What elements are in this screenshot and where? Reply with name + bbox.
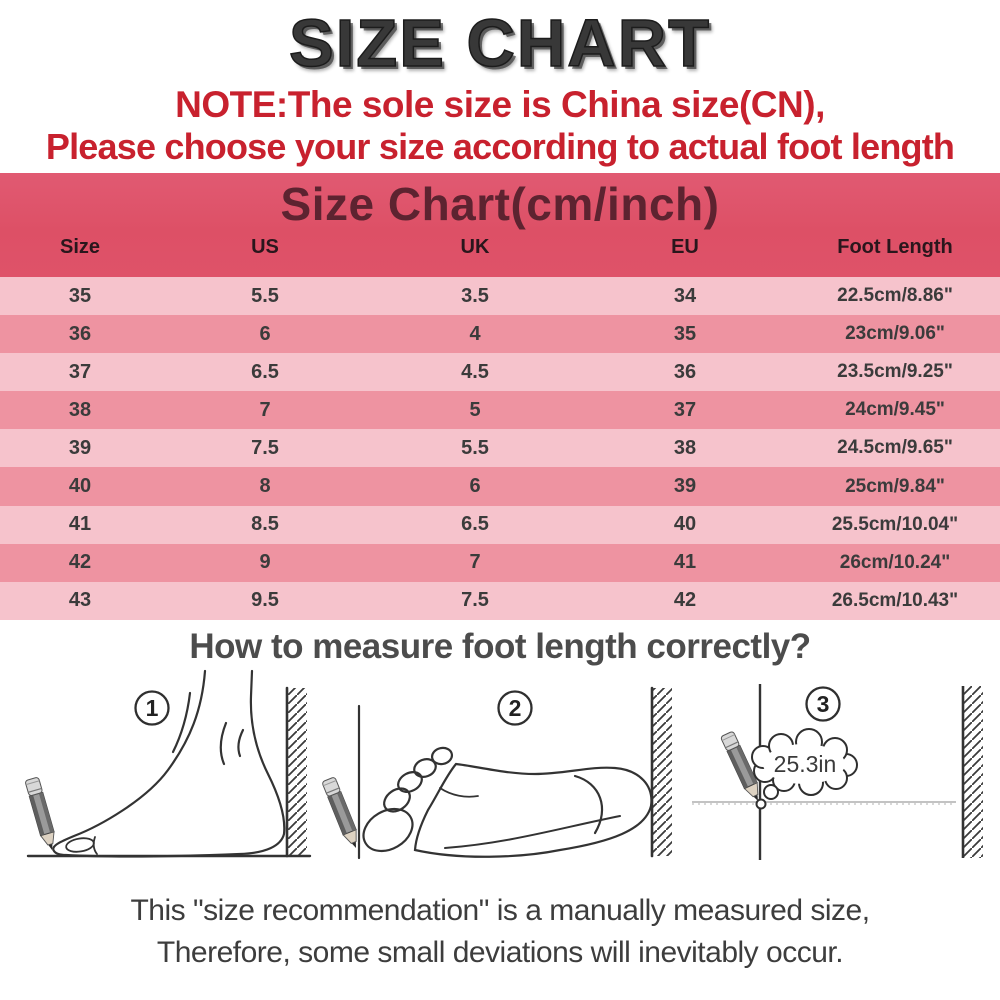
cell-uk: 6 bbox=[469, 475, 481, 498]
table-row bbox=[0, 353, 1000, 391]
size-chart-page bbox=[0, 6, 1000, 1000]
size-table-title: Size Chart(cm/inch) bbox=[280, 178, 720, 230]
cell-eu: 34 bbox=[673, 284, 697, 307]
step-number: 3 bbox=[816, 690, 830, 717]
cell-foot-length: 24.5cm/9.65" bbox=[837, 437, 953, 459]
cell-size: 38 bbox=[68, 398, 92, 421]
cell-us: 7 bbox=[259, 398, 271, 421]
page-title: SIZE CHART bbox=[289, 6, 711, 81]
note-line-2: Please choose your size according to actual foot length bbox=[45, 126, 955, 167]
cell-foot-length: 26cm/10.24" bbox=[839, 551, 951, 573]
note-line-1: NOTE:The sole size is China size(CN), bbox=[175, 84, 825, 125]
table-row bbox=[0, 315, 1000, 353]
cell-us: 7.5 bbox=[251, 436, 279, 459]
cell-eu: 38 bbox=[673, 436, 697, 459]
wall-hatching bbox=[288, 688, 307, 856]
cell-uk: 4.5 bbox=[461, 360, 489, 383]
column-header-size: Size bbox=[59, 236, 101, 258]
cell-eu: 39 bbox=[673, 475, 697, 498]
wall-hatching bbox=[653, 688, 672, 856]
cell-eu: 35 bbox=[673, 322, 697, 345]
cell-foot-length: 24cm/9.45" bbox=[845, 399, 945, 421]
cell-us: 8 bbox=[259, 475, 271, 498]
cell-us: 8.5 bbox=[251, 513, 279, 536]
cell-uk: 4 bbox=[469, 322, 481, 345]
cell-foot-length: 22.5cm/8.86" bbox=[837, 285, 953, 307]
table-row bbox=[0, 429, 1000, 467]
measure-diagram-strip bbox=[0, 668, 1000, 880]
step-3-badge bbox=[807, 687, 840, 720]
cell-uk: 3.5 bbox=[461, 284, 489, 307]
table-row bbox=[0, 467, 1000, 505]
bubble-measurement: 25.3in bbox=[773, 750, 837, 777]
cell-us: 6 bbox=[259, 322, 271, 345]
cell-eu: 40 bbox=[673, 513, 697, 536]
wall-hatching bbox=[964, 686, 983, 858]
cell-foot-length: 23cm/9.06" bbox=[845, 323, 945, 345]
cell-eu: 37 bbox=[673, 398, 697, 421]
table-row bbox=[0, 582, 1000, 620]
step-number: 2 bbox=[508, 694, 522, 721]
cell-size: 42 bbox=[68, 551, 92, 574]
thought-bubble bbox=[752, 729, 857, 809]
cell-eu: 42 bbox=[673, 589, 697, 612]
china-size-note bbox=[0, 84, 1000, 167]
cell-foot-length: 23.5cm/9.25" bbox=[837, 361, 953, 383]
table-row bbox=[0, 391, 1000, 429]
disclaimer-line-1: This "size recommendation" is a manually measured size, bbox=[130, 893, 870, 927]
step-2-badge bbox=[499, 691, 532, 724]
cell-uk: 5 bbox=[469, 398, 481, 421]
cell-size: 39 bbox=[68, 436, 92, 459]
cell-foot-length: 25cm/9.84" bbox=[845, 475, 945, 497]
size-table bbox=[0, 173, 1000, 620]
cell-size: 40 bbox=[68, 475, 92, 498]
cell-us: 9 bbox=[259, 551, 271, 574]
column-header-uk: UK bbox=[460, 236, 490, 258]
pencil-icon bbox=[322, 777, 363, 851]
step-number: 1 bbox=[145, 694, 159, 721]
cell-size: 43 bbox=[68, 589, 92, 612]
size-table-body bbox=[0, 277, 1000, 620]
step-1-badge bbox=[136, 691, 169, 724]
pencil-icon bbox=[25, 777, 59, 852]
ruler-ticks bbox=[692, 803, 956, 811]
size-table-column-headers bbox=[0, 236, 1000, 259]
cell-size: 41 bbox=[68, 513, 92, 536]
cell-size: 37 bbox=[68, 360, 92, 383]
column-header-us: US bbox=[251, 236, 279, 258]
cell-uk: 6.5 bbox=[461, 513, 489, 536]
measure-illustrations bbox=[0, 668, 1000, 880]
cell-eu: 41 bbox=[673, 551, 697, 574]
table-row bbox=[0, 277, 1000, 315]
cell-uk: 5.5 bbox=[461, 436, 489, 459]
column-header-foot-length: Foot Length bbox=[837, 236, 953, 258]
cell-foot-length: 26.5cm/10.43" bbox=[831, 589, 959, 611]
table-row bbox=[0, 506, 1000, 544]
cell-size: 35 bbox=[68, 284, 92, 307]
disclaimer-line-2: Therefore, some small deviations will inevitably occur. bbox=[156, 935, 844, 969]
cell-size: 36 bbox=[68, 322, 92, 345]
cell-eu: 36 bbox=[673, 360, 697, 383]
cell-uk: 7.5 bbox=[461, 589, 489, 612]
table-row bbox=[0, 544, 1000, 582]
disclaimer bbox=[0, 890, 1000, 974]
measure-heading: How to measure foot length correctly? bbox=[189, 626, 811, 666]
cell-us: 5.5 bbox=[251, 284, 279, 307]
cell-us: 6.5 bbox=[251, 360, 279, 383]
foot-side-view-icon bbox=[28, 671, 310, 857]
column-header-eu: EU bbox=[671, 236, 699, 258]
size-table-header bbox=[0, 173, 1000, 277]
cell-us: 9.5 bbox=[251, 589, 279, 612]
cell-uk: 7 bbox=[469, 551, 481, 574]
cell-foot-length: 25.5cm/10.04" bbox=[831, 513, 959, 535]
